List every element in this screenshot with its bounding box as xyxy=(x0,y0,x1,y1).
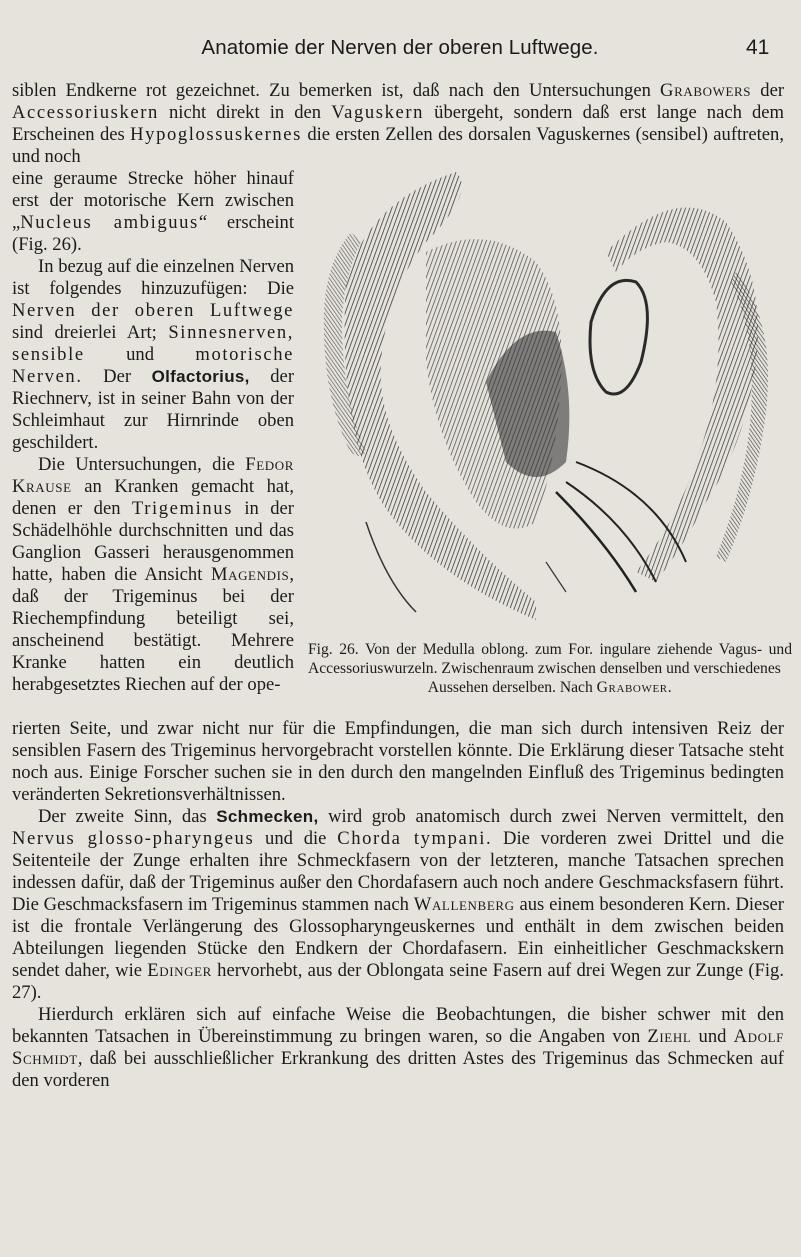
text-run: in der Schädelhöhle durchschnitten und das Ganglion Gasseri herausgenommen hatte, haben die Ansicht xyxy=(12,498,294,585)
author-name-adolf-schmidt: Adolf Schmidt xyxy=(12,1026,785,1069)
author-name-wallenberg: Wallenberg xyxy=(413,894,515,915)
text-run: an Kranken gemacht hat, denen er den xyxy=(12,476,294,519)
author-name-grabower: Grabower. xyxy=(596,679,673,696)
author-name-ziehl: Ziehl xyxy=(647,1026,692,1047)
author-name-magendi: Magendis xyxy=(210,564,290,585)
author-name-grabower: Grabowers xyxy=(660,80,752,101)
text-run: Die vorderen zwei Drittel und die Seitenteile der Zunge erhalten ihre Schmeckfasern von der letzteren, manche Tatsachen sprechen indessen dafür, daß der Trigeminus außer den Chordafasern auch noch andere Geschmacksfasern führt. Die Geschmacksfasern im Trigeminus stammen nach xyxy=(12,828,784,915)
term-nerven-der-oberen-luftwege: Nerven der oberen Luftwege xyxy=(12,300,294,321)
running-header: Anatomie der Nerven der oberen Luftwege. xyxy=(201,36,599,59)
term-vaguskern: Vaguskern xyxy=(331,102,425,123)
term-sinnesnerven: Sinnesnerven, sensible xyxy=(12,322,294,365)
figure-26-illustration xyxy=(306,162,794,620)
author-name-edinger: Edinger xyxy=(147,960,212,981)
bottom-text xyxy=(12,718,784,1092)
term-schmecken: Schmecken, xyxy=(216,807,319,826)
text-run: siblen Endkerne rot gezeichnet. Zu bemerken ist, daß nach den Untersuchungen xyxy=(12,80,661,101)
text-run: der xyxy=(751,80,785,101)
text-run: In bezug auf die einzelnen Nerven ist folgendes hinzuzufügen: Die xyxy=(12,256,294,299)
side-column-text xyxy=(12,168,294,696)
text-run: und xyxy=(84,344,196,365)
text-run: Der xyxy=(82,366,152,387)
term-nervus-glosso-pharyngeus: Nervus glosso-pharyngeus xyxy=(12,828,255,849)
text-run: “ erscheint (Fig. 26). xyxy=(12,212,295,255)
term-trigeminus: Trigeminus xyxy=(131,498,233,519)
text-run: , daß bei ausschließlicher Erkrankung des dritten Astes des Trigeminus das Schmecken auf den vorderen xyxy=(12,1048,784,1091)
term-hypoglossuskernes: Hypoglossuskernes xyxy=(130,124,302,145)
text-run: die ersten Zellen des dorsalen Vaguskernes (sensibel) auftreten, und noch xyxy=(12,124,784,167)
text-run: , daß der Trigeminus bei der Riechempfindung beteiligt sei, anscheinend bestätigt. Mehrere Kranke hatten ein deutlich herabgesetztes Riechen auf der ope- xyxy=(12,564,294,695)
text-run: Aussehen derselben. Nach xyxy=(427,679,597,696)
text-run: übergeht, sondern daß erst lange nach dem Erscheinen des xyxy=(12,102,784,145)
figure-caption xyxy=(308,640,792,697)
term-chorda-tympani: Chorda tympani. xyxy=(337,828,493,849)
text-run: nicht direkt in den xyxy=(158,102,332,123)
top-paragraph xyxy=(12,80,784,168)
page-number: 41 xyxy=(746,36,770,59)
text-run: Der zweite Sinn, das xyxy=(38,806,217,827)
text-run: und die xyxy=(254,828,338,849)
author-name-fedor-krause: Fedor Krause xyxy=(12,454,294,497)
term-motorische-nerven: motorische Nerven. xyxy=(12,344,294,387)
term-nucleus-ambiguus: Nucleus ambiguus xyxy=(20,212,199,233)
text-run: hervorhebt, aus der Oblongata seine Fasern auf drei Wegen zur Zunge (Fig. 27). xyxy=(12,960,784,1003)
text-run: der Riechnerv, ist in seiner Bahn von der Schleimhaut zur Hirnrinde oben geschildert. xyxy=(12,366,295,453)
text-run: sind dreierlei Art; xyxy=(12,322,169,343)
text-run: rierten Seite, und zwar nicht nur für die Empfindungen, die man sich durch intensiven Reiz der sensiblen Fasern des Trigeminus hervorgebracht vorstellen könnte. Die Erklärung dieser Tatsache steht noch aus. Einige Forscher suchen sie in den durch den mangelnden Einfluß des Trigeminus bedingten veränderten Sekretionsverhältnissen. xyxy=(12,718,784,805)
term-accessoriuskern: Accessoriuskern xyxy=(12,102,159,123)
term-olfactorius: Olfactorius, xyxy=(151,367,250,386)
caption-text: Fig. 26. Von der Medulla oblong. zum For. ingulare ziehende Vagus- und Accessoriuswurzeln. Zwischenraum zwischen denselben und verschiedenes xyxy=(308,641,792,677)
anatomical-engraving xyxy=(306,162,794,620)
caption-last-line xyxy=(308,678,792,697)
text-run: Die Untersuchungen, die xyxy=(38,454,246,475)
text-run: und xyxy=(691,1026,734,1047)
text-run: aus einem besonderen Kern. Dieser ist die frontale Verlängerung des Glossopharyngeuskernes und enthält in dem zwischen beiden Abteilungen liegenden Stücke den Endkern der Chordafasern. Ein einheitlicher Geschmackskern sendet daher, wie xyxy=(12,894,784,981)
text-run: eine geraume Strecke höher hinauf erst der motorische Kern zwischen „ xyxy=(12,168,294,233)
text-run: wird grob anatomisch durch zwei Nerven vermittelt, den xyxy=(318,806,784,827)
text-run: Hierdurch erklären sich auf einfache Weise die Beobachtungen, die bisher schwer mit den bekannten Tatsachen in Übereinstimmung zu bringen waren, so die Angaben von xyxy=(12,1004,784,1047)
